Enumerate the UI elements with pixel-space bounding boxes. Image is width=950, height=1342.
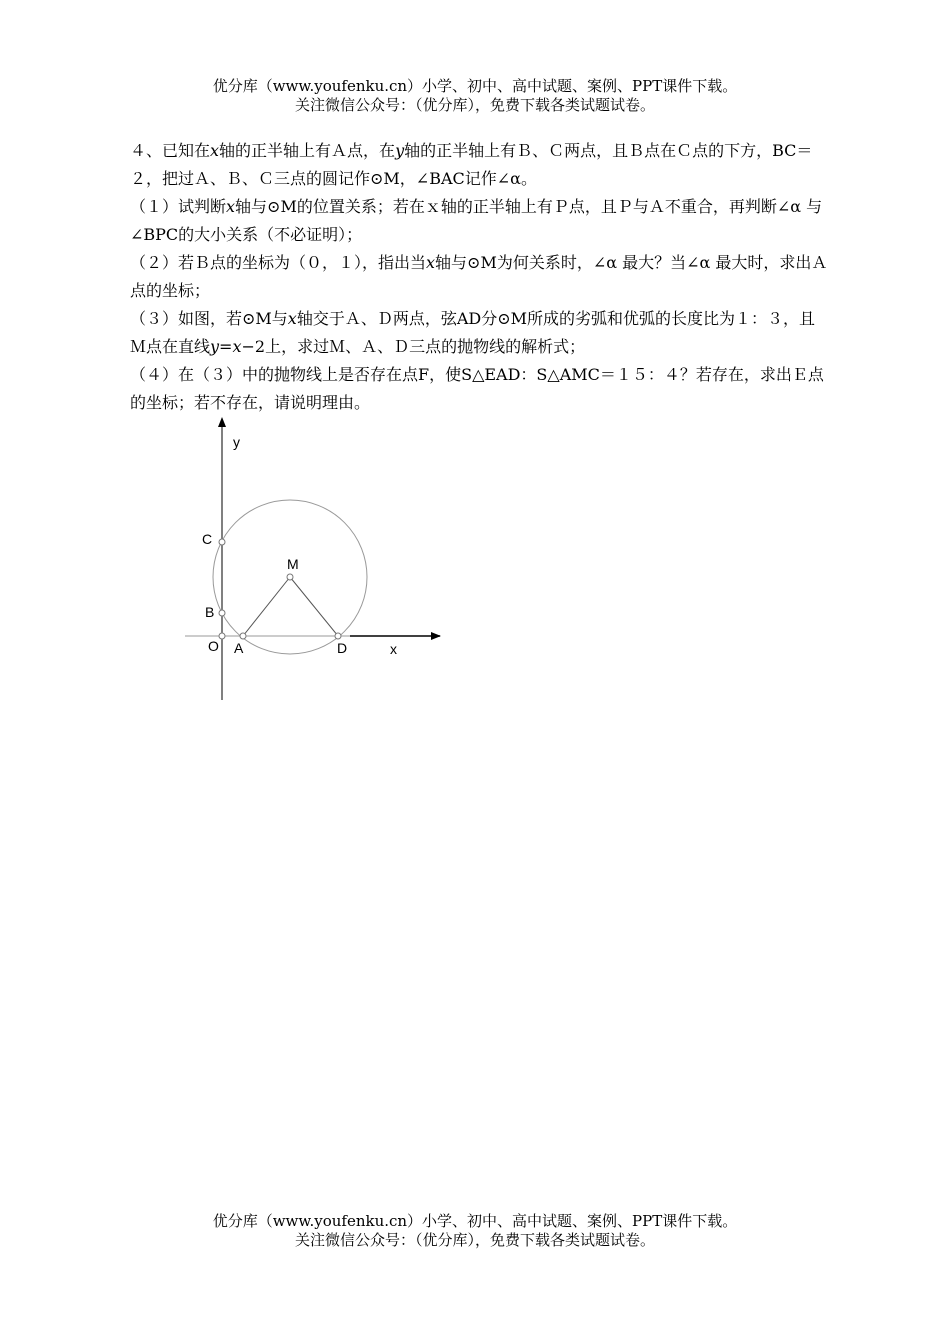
header-line-2: 关注微信公众号：（优分库），免费下载各类试题试卷。 xyxy=(294,96,655,114)
page-footer xyxy=(0,1212,950,1250)
point-m xyxy=(287,574,293,580)
label-m: M xyxy=(287,556,299,572)
label-o: O xyxy=(208,638,219,654)
point-o xyxy=(219,633,225,639)
page-header xyxy=(0,77,950,115)
point-a xyxy=(240,633,246,639)
question-2: （２）若Ｂ点的坐标为（０，１），指出当x轴与⊙M为何关系时，∠α 最大？当∠α 最大时，求出Ａ点的坐标； xyxy=(130,253,828,300)
label-c: C xyxy=(202,531,213,547)
label-d: D xyxy=(337,640,348,656)
footer-line-2: 关注微信公众号：（优分库），免费下载各类试题试卷。 xyxy=(294,1231,655,1249)
footer-line-1: 优分库（www.youfenku.cn）小学、初中、高中试题、案例、PPT课件下载。 xyxy=(212,1212,738,1230)
segment-ma xyxy=(243,577,290,636)
header-line-1: 优分库（www.youfenku.cn）小学、初中、高中试题、案例、PPT课件下载。 xyxy=(212,77,738,95)
geometry-figure xyxy=(170,410,460,710)
problem-text xyxy=(130,137,830,417)
segment-md xyxy=(290,577,338,636)
problem-intro: ４、已知在x轴的正半轴上有Ａ点，在y轴的正半轴上有Ｂ、Ｃ两点，且Ｂ点在Ｃ点的下方，BC＝２，把过Ａ、Ｂ、Ｃ三点的圆记作⊙M，∠BAC记作∠α。 xyxy=(130,141,813,188)
label-b: B xyxy=(205,604,215,620)
point-c xyxy=(219,539,225,545)
label-x-axis: x xyxy=(390,641,397,657)
point-b xyxy=(219,610,225,616)
point-d xyxy=(335,633,341,639)
question-1: （１）试判断x轴与⊙M的位置关系；若在ｘ轴的正半轴上有Ｐ点，且Ｐ与Ａ不重合，再判断∠α 与∠BPC的大小关系（不必证明）； xyxy=(130,197,823,244)
question-4: （４）在（３）中的抛物线上是否存在点F，使S△EAD：S△AMC＝１５：４？若存在，求出Ｅ点的坐标；若不存在，请说明理由。 xyxy=(130,365,824,412)
label-a: A xyxy=(234,640,244,656)
label-y-axis: y xyxy=(233,434,240,450)
question-3: （３）如图，若⊙M与x轴交于Ａ、Ｄ两点，弦AD分⊙M所成的劣弧和优弧的长度比为１：３，且Ｍ点在直线y=x−2上，求过Ｍ、Ａ、Ｄ三点的抛物线的解析式； xyxy=(130,309,816,356)
